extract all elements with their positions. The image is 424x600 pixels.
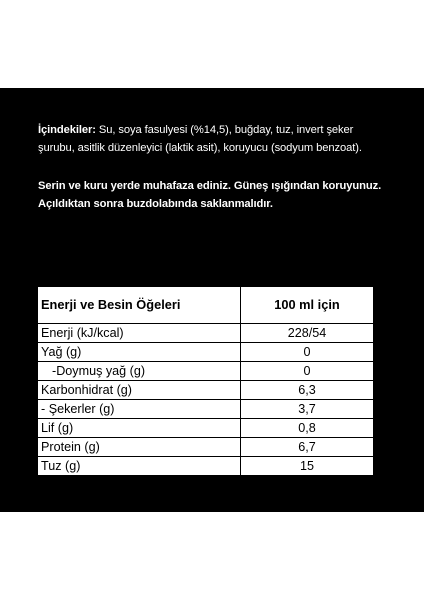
table-row bbox=[38, 362, 374, 381]
nutrient-value: 228/54 bbox=[241, 324, 374, 343]
nutrition-table bbox=[37, 286, 374, 476]
table-row bbox=[38, 343, 374, 362]
nutrition-header-name: Enerji ve Besin Öğeleri bbox=[38, 287, 241, 324]
nutrient-value: 3,7 bbox=[241, 400, 374, 419]
table-row bbox=[38, 381, 374, 400]
nutrient-name: Enerji (kJ/kcal) bbox=[38, 324, 241, 343]
storage-line-1: Serin ve kuru yerde muhafaza ediniz. Güneş ışığından koruyunuz. bbox=[38, 180, 382, 192]
product-label-panel bbox=[0, 88, 424, 512]
nutrient-name: - Şekerler (g) bbox=[38, 400, 241, 419]
nutrient-value: 6,3 bbox=[241, 381, 374, 400]
nutrient-value: 0 bbox=[241, 343, 374, 362]
nutrient-value: 0,8 bbox=[241, 419, 374, 438]
table-row bbox=[38, 419, 374, 438]
ingredients-list: Su, soya fasulyesi (%14,5), buğday, tuz, invert şeker şurubu, asitlik düzenleyici (laktik asit), koruyucu (sodyum benzoat). bbox=[38, 124, 362, 154]
ingredients-label: İçindekiler: bbox=[38, 124, 96, 136]
nutrient-value: 0 bbox=[241, 362, 374, 381]
nutrient-name: -Doymuş yağ (g) bbox=[38, 362, 241, 381]
table-row bbox=[38, 324, 374, 343]
nutrient-name: Tuz (g) bbox=[38, 457, 241, 476]
table-row bbox=[38, 438, 374, 457]
table-row bbox=[38, 400, 374, 419]
nutrient-name: Yağ (g) bbox=[38, 343, 241, 362]
nutrient-value: 6,7 bbox=[241, 438, 374, 457]
table-row bbox=[38, 457, 374, 476]
storage-instructions bbox=[38, 178, 388, 213]
storage-line-2: Açıldıktan sonra buzdolabında saklanmalıdır. bbox=[38, 197, 273, 210]
nutrient-name: Lif (g) bbox=[38, 419, 241, 438]
ingredients-text bbox=[38, 122, 388, 157]
nutrition-header-value: 100 ml için bbox=[241, 287, 374, 324]
nutrition-header-row bbox=[38, 287, 374, 324]
nutrient-value: 15 bbox=[241, 457, 374, 476]
nutrient-name: Karbonhidrat (g) bbox=[38, 381, 241, 400]
nutrient-name: Protein (g) bbox=[38, 438, 241, 457]
